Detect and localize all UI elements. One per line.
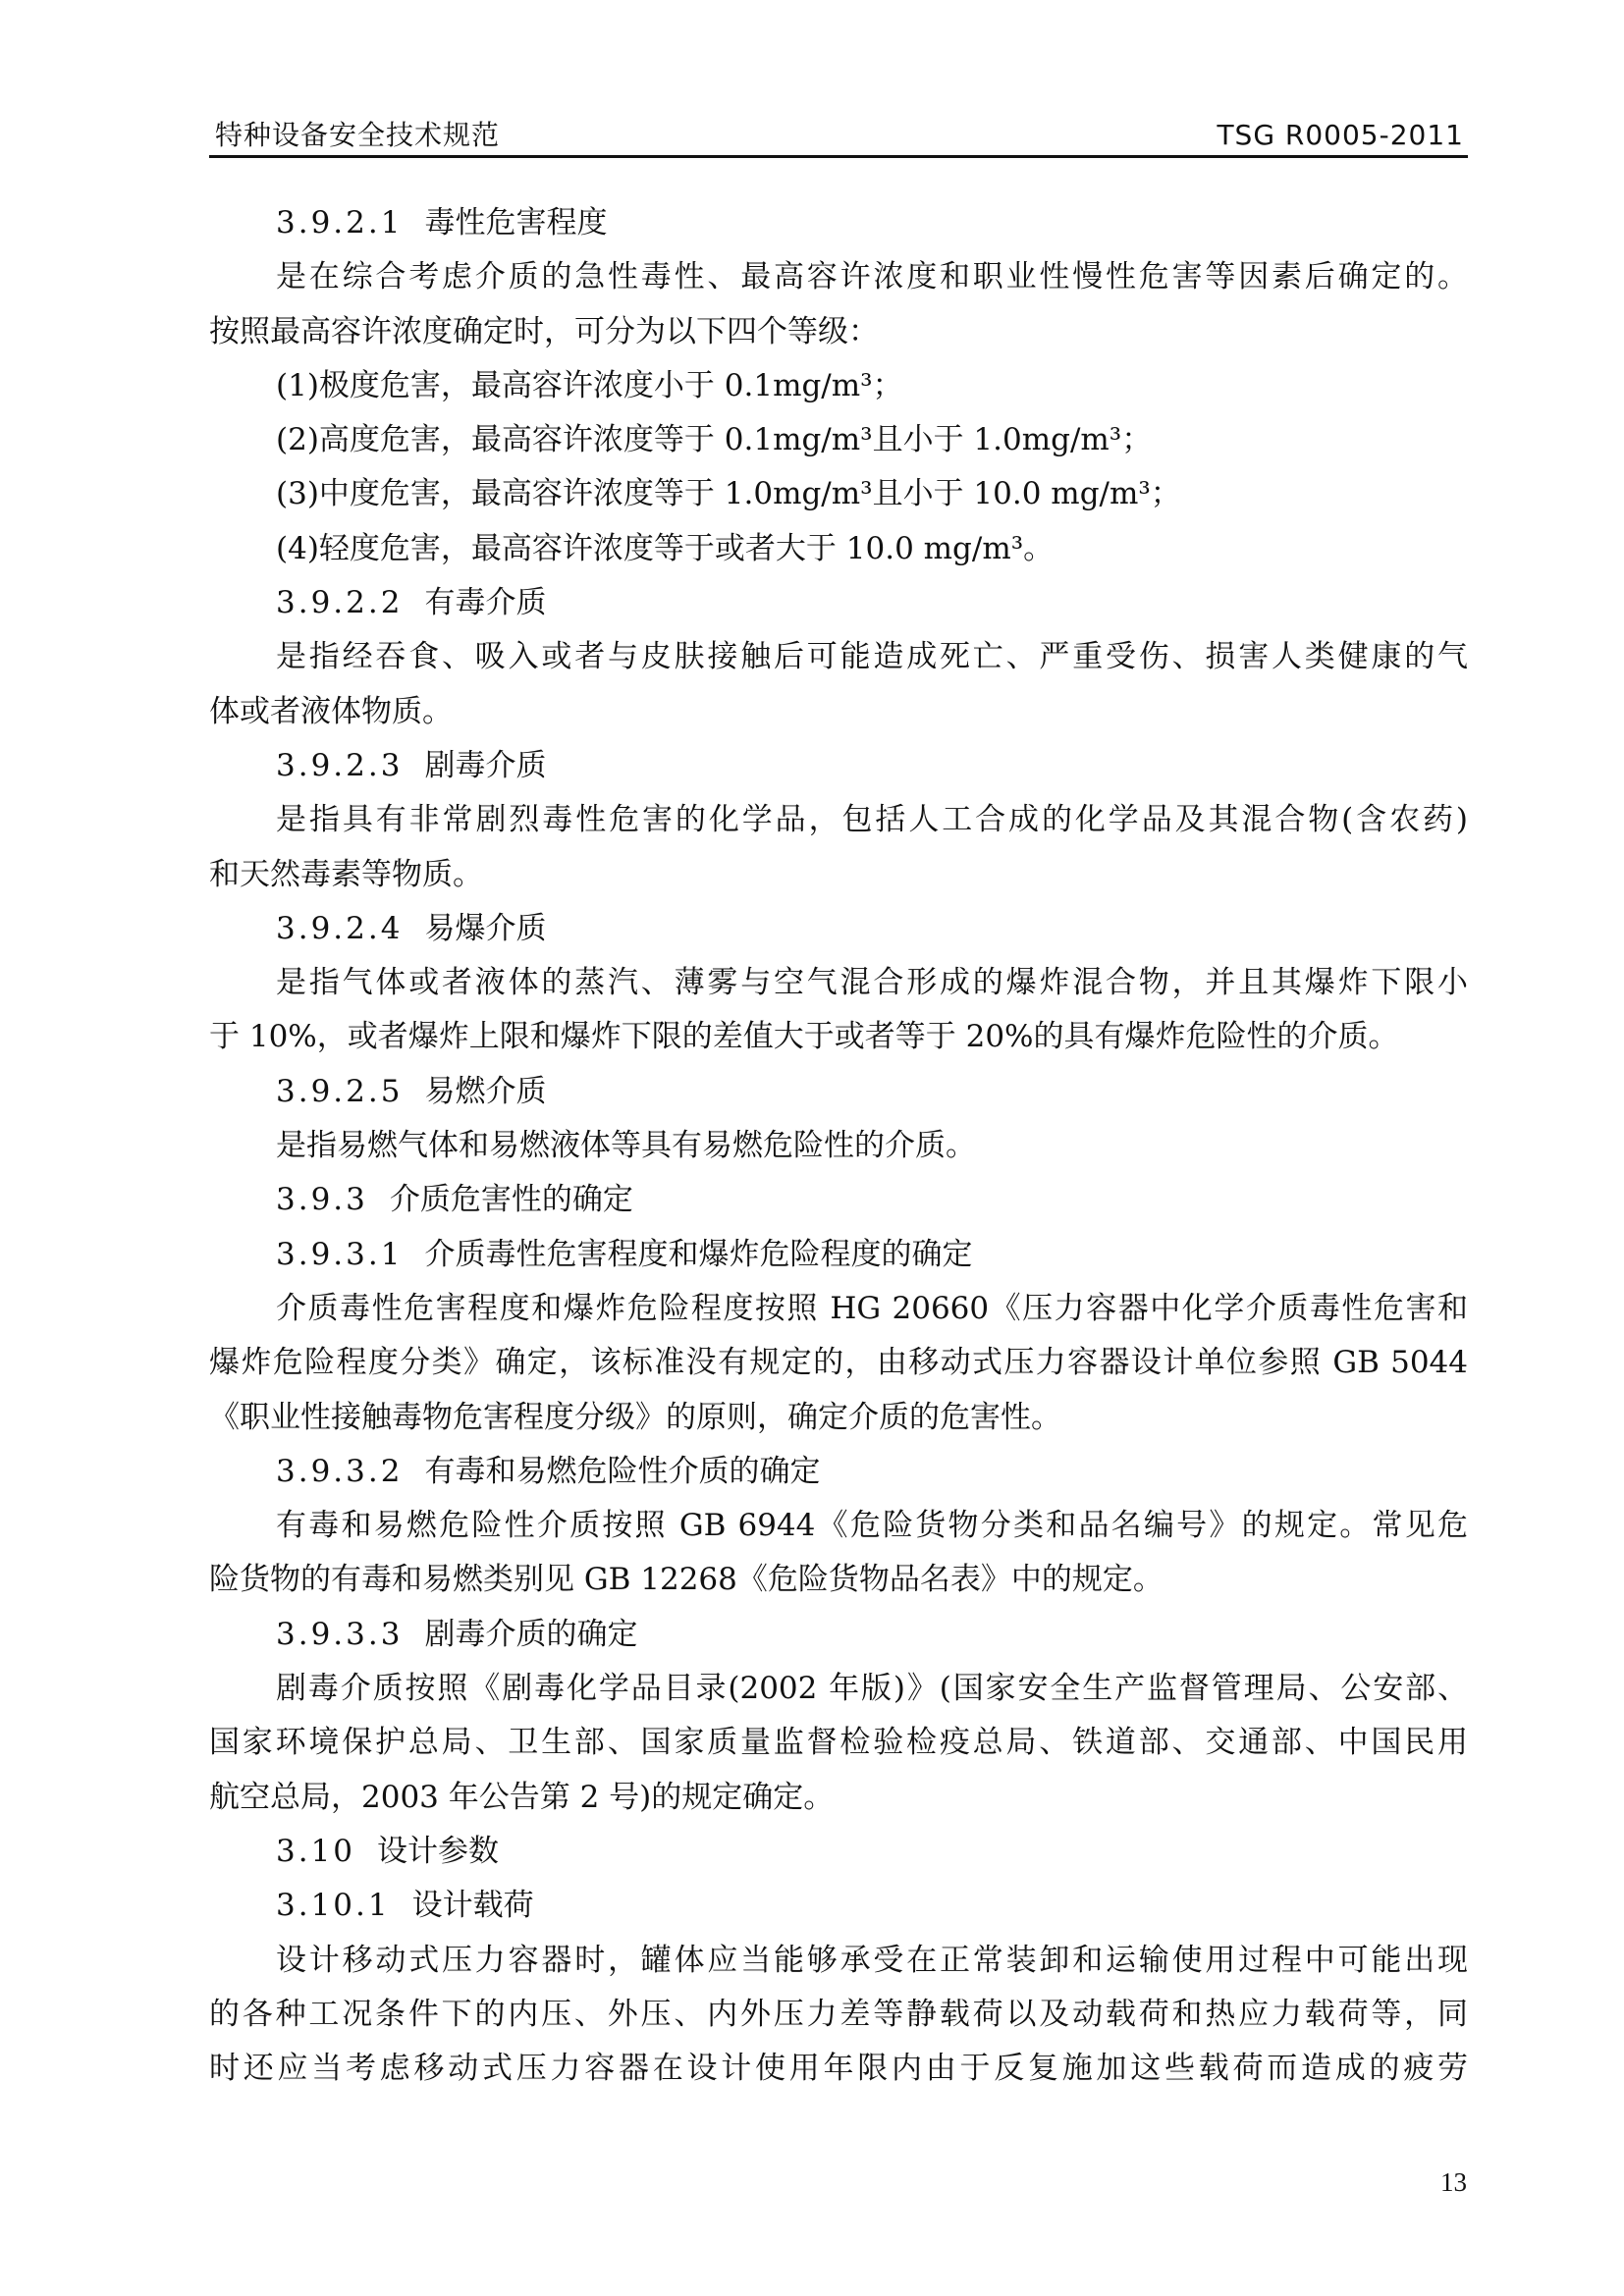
section-number: 3.9.2.1 [276, 205, 404, 240]
section-heading [209, 739, 1468, 793]
section-heading [209, 902, 1468, 956]
paragraph-line: 是指具有非常剧烈毒性危害的化学品，包括人工合成的化学品及其混合物(含农药) [276, 802, 1468, 838]
section-number: 3.9.2.2 [276, 585, 404, 621]
section-heading [209, 1173, 1468, 1227]
page-header [209, 116, 1468, 158]
page-number: 13 [1440, 2167, 1467, 2197]
paragraph-line: 险货物的有毒和易燃类别见 GB 12268《危险货物品名表》中的规定。 [209, 1562, 1164, 1598]
paragraph-line: 有毒和易燃危险性介质按照 GB 6944《危险货物分类和品名编号》的规定。常见危 [276, 1508, 1468, 1544]
paragraph-line: 按照最高容许浓度确定时，可分为以下四个等级： [209, 313, 879, 349]
paragraph-line: 是指易燃气体和易燃液体等具有易燃危险性的介质。 [276, 1128, 976, 1164]
section-number: 3.10.1 [276, 1888, 391, 1924]
section-heading [209, 196, 1468, 250]
paragraph-line: 《职业性接触毒物危害程度分级》的原则，确定介质的危害性。 [209, 1399, 1061, 1435]
section-title: 易爆介质 [424, 910, 547, 946]
paragraph-line: 于 10%，或者爆炸上限和爆炸下限的差值大于或者等于 20%的具有爆炸危险性的介质。 [209, 1019, 1399, 1055]
section-title: 介质毒性危害程度和爆炸危险程度的确定 [424, 1236, 973, 1272]
section-title: 有毒和易燃危险性介质的确定 [424, 1453, 821, 1489]
section-heading [209, 1445, 1468, 1499]
section-number: 3.9.3.2 [276, 1453, 404, 1489]
paragraph-line: 和天然毒素等物质。 [209, 856, 483, 892]
header-spec-category: 特种设备安全技术规范 [215, 119, 501, 151]
paragraph-line: 是在综合考虑介质的急性毒性、最高容许浓度和职业性慢性危害等因素后确定的。 [276, 259, 1468, 295]
document-body [209, 196, 1468, 2096]
paragraph-line: 介质毒性危害程度和爆炸危险程度按照 HG 20660《压力容器中化学介质毒性危害和 [276, 1290, 1468, 1326]
paragraph-line: (4)轻度危害，最高容许浓度等于或者大于 10.0 mg/m³。 [276, 530, 1055, 566]
section-title: 有毒介质 [424, 585, 547, 621]
section-number: 3.9.2.5 [276, 1073, 404, 1109]
section-heading [209, 1608, 1468, 1662]
paragraph-line: (3)中度危害，最高容许浓度等于 1.0mg/m³且小于 10.0 mg/m³； [276, 476, 1181, 512]
section-heading [209, 1228, 1468, 1282]
paragraph-line: 航空总局，2003 年公告第 2 号)的规定确定。 [209, 1779, 835, 1815]
section-number: 3.9.3.3 [276, 1616, 404, 1652]
section-title: 剧毒介质的确定 [424, 1616, 638, 1652]
section-title: 介质危害性的确定 [389, 1182, 633, 1218]
header-standard-code: TSG R0005-2011 [1217, 119, 1464, 151]
section-title: 易燃介质 [424, 1073, 547, 1109]
section-heading [209, 1825, 1468, 1879]
section-number: 3.9.3 [276, 1182, 368, 1218]
section-title: 毒性危害程度 [424, 205, 608, 240]
paragraph-line: 国家环境保护总局、卫生部、国家质量监督检验检疫总局、铁道部、交通部、中国民用 [209, 1725, 1468, 1761]
section-number: 3.9.3.1 [276, 1236, 404, 1272]
section-title: 设计载荷 [411, 1888, 534, 1924]
section-number: 3.9.2.4 [276, 910, 404, 946]
section-title: 设计参数 [377, 1833, 500, 1869]
section-heading [209, 1065, 1468, 1119]
paragraph-line: (2)高度危害，最高容许浓度等于 0.1mg/m³且小于 1.0mg/m³； [276, 422, 1153, 458]
paragraph-line: 的各种工况条件下的内压、外压、内外压力差等静载荷以及动载荷和热应力载荷等，同 [209, 1996, 1468, 2032]
section-title: 剧毒介质 [424, 747, 547, 783]
paragraph-line: 是指经吞食、吸入或者与皮肤接触后可能造成死亡、严重受伤、损害人类健康的气 [276, 639, 1468, 675]
paragraph-line: 剧毒介质按照《剧毒化学品目录(2002 年版)》(国家安全生产监督管理局、公安部、 [276, 1671, 1468, 1707]
paragraph-line: 爆炸危险程度分类》确定，该标准没有规定的，由移动式压力容器设计单位参照 GB 5044 [209, 1345, 1468, 1381]
section-number: 3.9.2.3 [276, 747, 404, 783]
paragraph-line: 体或者液体物质。 [209, 693, 453, 729]
section-heading [209, 1879, 1468, 1933]
paragraph-line: (1)极度危害，最高容许浓度小于 0.1mg/m³； [276, 367, 903, 403]
paragraph-line: 时还应当考虑移动式压力容器在设计使用年限内由于反复施加这些载荷而造成的疲劳 [209, 2051, 1468, 2087]
paragraph-line: 设计移动式压力容器时，罐体应当能够承受在正常装卸和运输使用过程中可能出现 [276, 1942, 1468, 1978]
paragraph-line: 是指气体或者液体的蒸汽、薄雾与空气混合形成的爆炸混合物，并且其爆炸下限小 [276, 965, 1468, 1001]
section-heading [209, 576, 1468, 630]
section-number: 3.10 [276, 1833, 356, 1869]
